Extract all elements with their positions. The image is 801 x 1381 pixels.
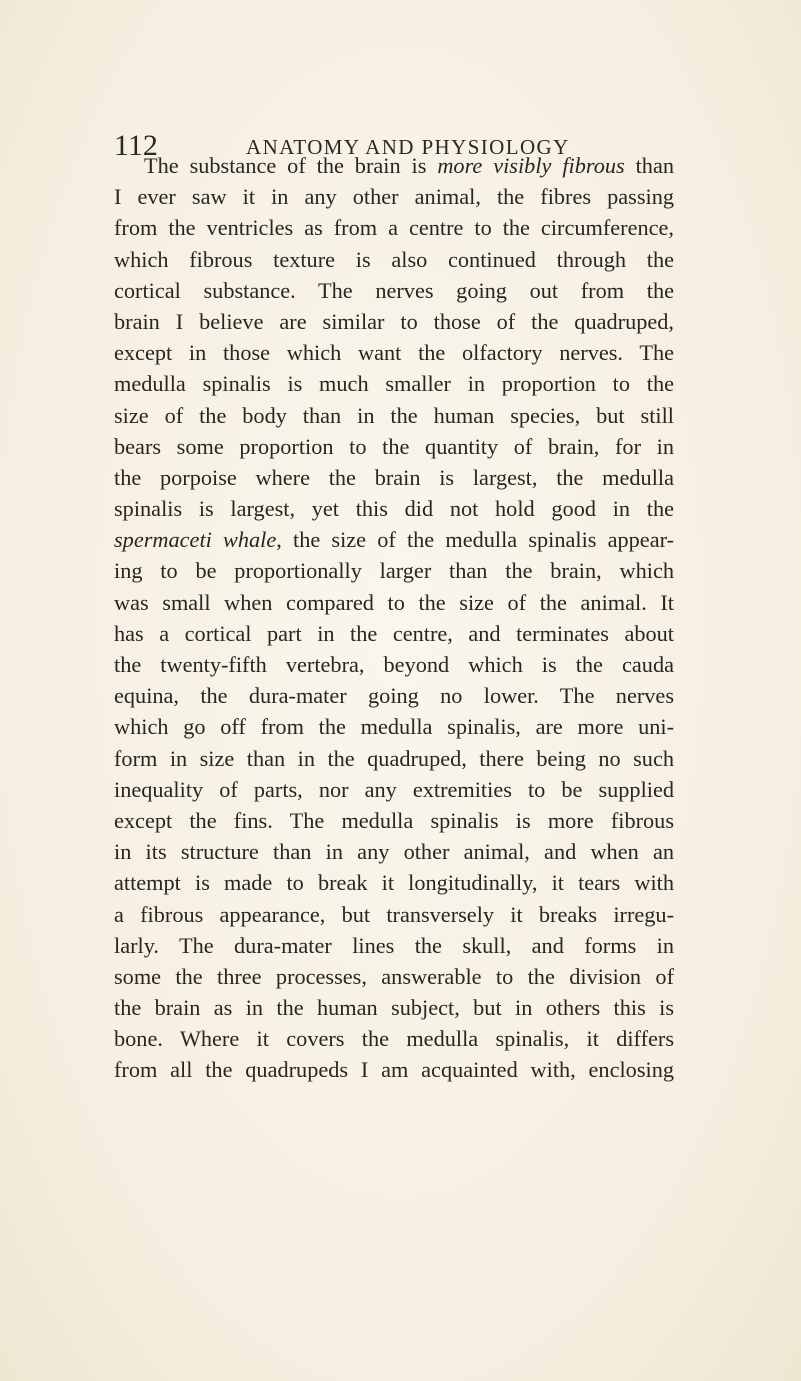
text-segment: I ever saw it in any other animal, the fibres passing (114, 184, 674, 210)
text-segment: the twenty-fifth vertebra, beyond which is the cauda (114, 652, 674, 677)
text-segment: from the ventricles as from a centre to the circumference, (114, 215, 674, 241)
body-text (114, 150, 674, 1086)
text-line (114, 400, 674, 431)
text-segment: from all the quadrupeds I am acquainted with, enclosing (114, 1057, 674, 1083)
text-segment: form in size than in the quadruped, there being no such (114, 745, 674, 771)
text-segment: some the three processes, answerable to the division of (114, 963, 674, 989)
text-line (114, 431, 674, 462)
italic-phrase: more visibly fibrous (437, 153, 625, 178)
text-line (114, 1054, 674, 1085)
text-line (114, 462, 674, 493)
text-segment: spinalis is largest, yet this did not hold good in the (114, 496, 674, 522)
text-segment: size of the body than in the human species, but still (114, 402, 674, 428)
text-segment: was small when compared to the size of the animal. It (114, 589, 674, 615)
text-line (114, 618, 674, 649)
page-number: 112 (114, 129, 158, 162)
text-line (114, 992, 674, 1023)
text-line (114, 555, 674, 586)
text-segment: bears some proportion to the quantity of brain, for in (114, 433, 674, 459)
text-line (114, 493, 674, 524)
text-segment: the porpoise where the brain is largest, the medulla (114, 464, 674, 490)
text-line (114, 1023, 674, 1054)
text-line (114, 711, 674, 742)
running-title: ANATOMY AND PHYSIOLOGY (246, 135, 570, 159)
text-segment: cortical substance. The nerves going out from the (114, 277, 674, 303)
text-line (114, 867, 674, 898)
text-line (114, 930, 674, 961)
text-line (114, 649, 674, 680)
italic-phrase: spermaceti whale (114, 527, 277, 553)
text-segment: except in those which want the olfactory nerves. The (114, 340, 674, 366)
text-line (114, 275, 674, 306)
text-segment: The substance of the brain is (144, 153, 438, 178)
text-line (114, 899, 674, 930)
text-segment: ing to be proportionally larger than the brain, which (114, 558, 674, 584)
text-line (114, 774, 674, 805)
text-segment: which go off from the medulla spinalis, are more uni- (114, 714, 674, 740)
text-line (114, 150, 674, 181)
text-segment: bone. Where it covers the medulla spinalis, it differs (114, 1026, 674, 1052)
text-line (114, 961, 674, 992)
text-line (114, 743, 674, 774)
text-segment: which fibrous texture is also continued through the (114, 246, 674, 272)
text-line (114, 212, 674, 243)
text-segment: than (624, 153, 674, 178)
text-segment: the brain as in the human subject, but in others this is (114, 995, 674, 1021)
text-segment: brain I believe are similar to those of the quadruped, (114, 308, 674, 334)
text-line (114, 836, 674, 867)
text-segment: equina, the dura-mater going no lower. The nerves (114, 683, 674, 709)
text-line (114, 805, 674, 836)
text-segment: except the fins. The medulla spinalis is more fibrous (114, 807, 674, 833)
text-line (114, 244, 674, 275)
text-line (114, 368, 674, 399)
text-segment: , the size of the medulla spinalis appear- (276, 527, 674, 553)
text-segment: in its structure than in any other animal, and when an (114, 839, 674, 865)
text-line (114, 337, 674, 368)
text-line (114, 181, 674, 212)
text-line (114, 306, 674, 337)
text-segment: has a cortical part in the centre, and terminates about (114, 620, 674, 646)
text-segment: attempt is made to break it longitudinally, it tears with (114, 870, 674, 896)
text-line (114, 524, 674, 555)
text-segment: medulla spinalis is much smaller in proportion to the (114, 371, 674, 397)
text-segment: a fibrous appearance, but transversely it breaks irregu- (114, 901, 674, 927)
text-line (114, 587, 674, 618)
text-segment: inequality of parts, nor any extremities to be supplied (114, 776, 674, 802)
text-line (114, 680, 674, 711)
text-segment: larly. The dura-mater lines the skull, and forms in (114, 932, 674, 958)
